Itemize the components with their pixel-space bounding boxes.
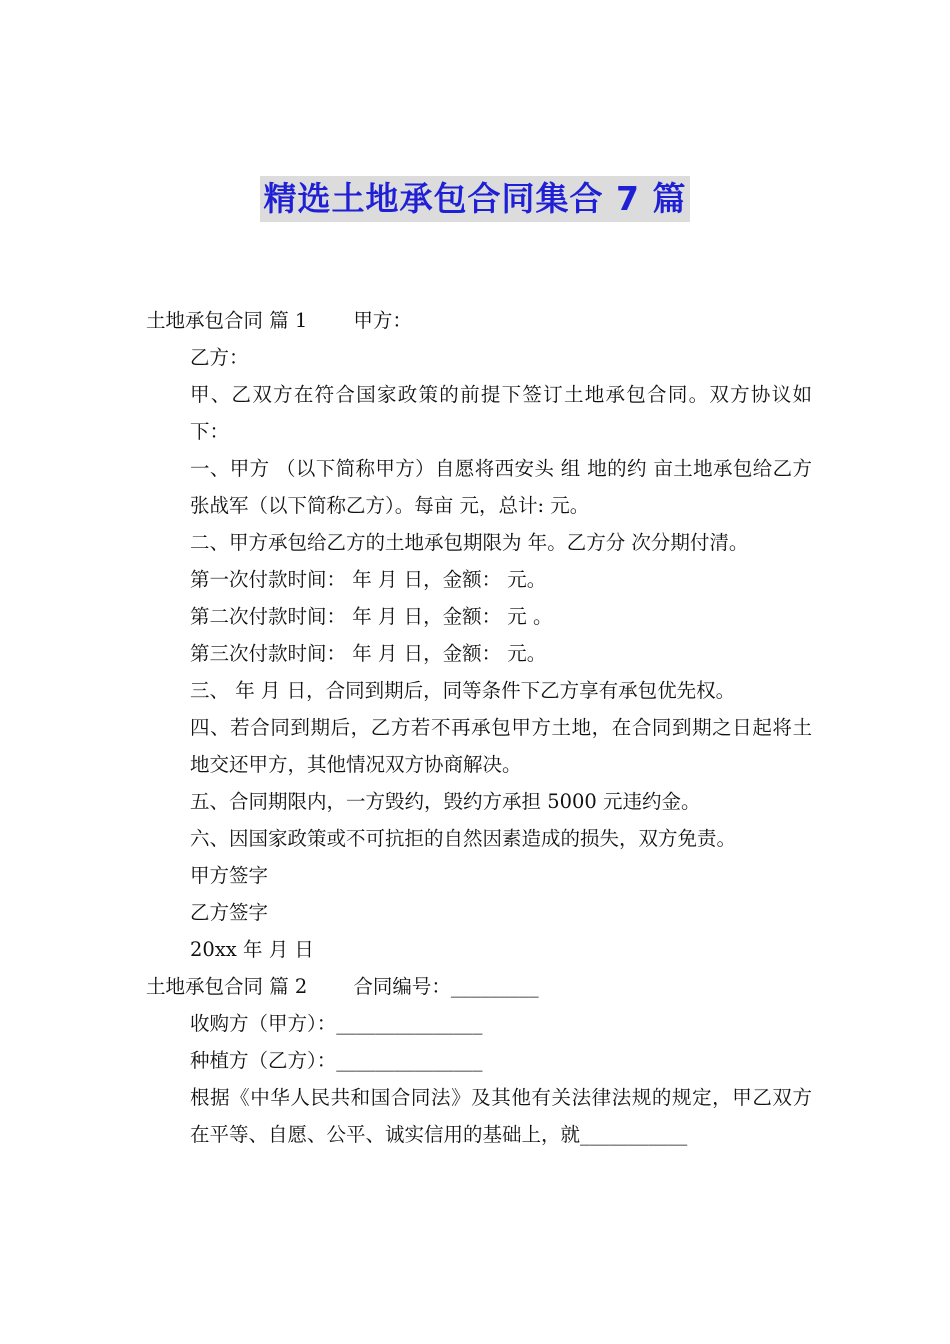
paragraph: 六、因国家政策或不可抗拒的自然因素造成的损失，双方免责。 <box>190 827 737 850</box>
paragraph: 五、合同期限内，一方毁约，毁约方承担 5000 元违约金。 <box>190 790 701 813</box>
section-heading-2 <box>146 968 812 1005</box>
paragraph: 种植方（乙方）：_______________ <box>190 1049 483 1072</box>
contract-number-label: 合同编号：_________ <box>353 975 539 998</box>
title-container <box>0 176 950 222</box>
paragraph: 三、 年 月 日，合同到期后，同等条件下乙方享有承包优先权。 <box>190 679 736 702</box>
paragraph: 二、甲方承包给乙方的土地承包期限为 年。乙方分 次分期付清。 <box>190 531 749 554</box>
paragraph: 第一次付款时间： 年 月 日，金额： 元。 <box>190 568 547 591</box>
signature-line-a: 甲方签字 <box>190 864 269 887</box>
party-a-label: 甲方： <box>353 309 412 332</box>
signature-line-b: 乙方签字 <box>190 901 269 924</box>
paragraph: 收购方（甲方）：_______________ <box>190 1012 483 1035</box>
paragraph: 乙方： <box>190 346 249 369</box>
paragraph: 第三次付款时间： 年 月 日，金额： 元。 <box>190 642 547 665</box>
document-title: 精选土地承包合同集合 7 篇 <box>260 176 691 222</box>
document-body <box>146 302 812 1153</box>
paragraph: 甲、乙双方在符合国家政策的前提下签订土地承包合同。双方协议如下： <box>190 383 812 443</box>
paragraph: 一、甲方 （以下简称甲方）自愿将西安头 组 地的约 亩土地承包给乙方张战军（以下简称乙方）。每亩 元，总计: 元。 <box>190 457 812 517</box>
section-heading-1 <box>146 302 812 339</box>
paragraph: 第二次付款时间： 年 月 日，金额： 元 。 <box>190 605 553 628</box>
section-title: 土地承包合同 篇 2 <box>146 975 308 998</box>
section-title: 土地承包合同 篇 1 <box>146 309 308 332</box>
paragraph: 根据《中华人民共和国合同法》及其他有关法律法规的规定，甲乙双方在平等、自愿、公平、诚实信用的基础上，就___________ <box>190 1086 812 1146</box>
date-line: 20xx 年 月 日 <box>190 938 314 961</box>
paragraph: 四、若合同到期后，乙方若不再承包甲方土地，在合同到期之日起将土地交还甲方，其他情况双方协商解决。 <box>190 716 812 776</box>
